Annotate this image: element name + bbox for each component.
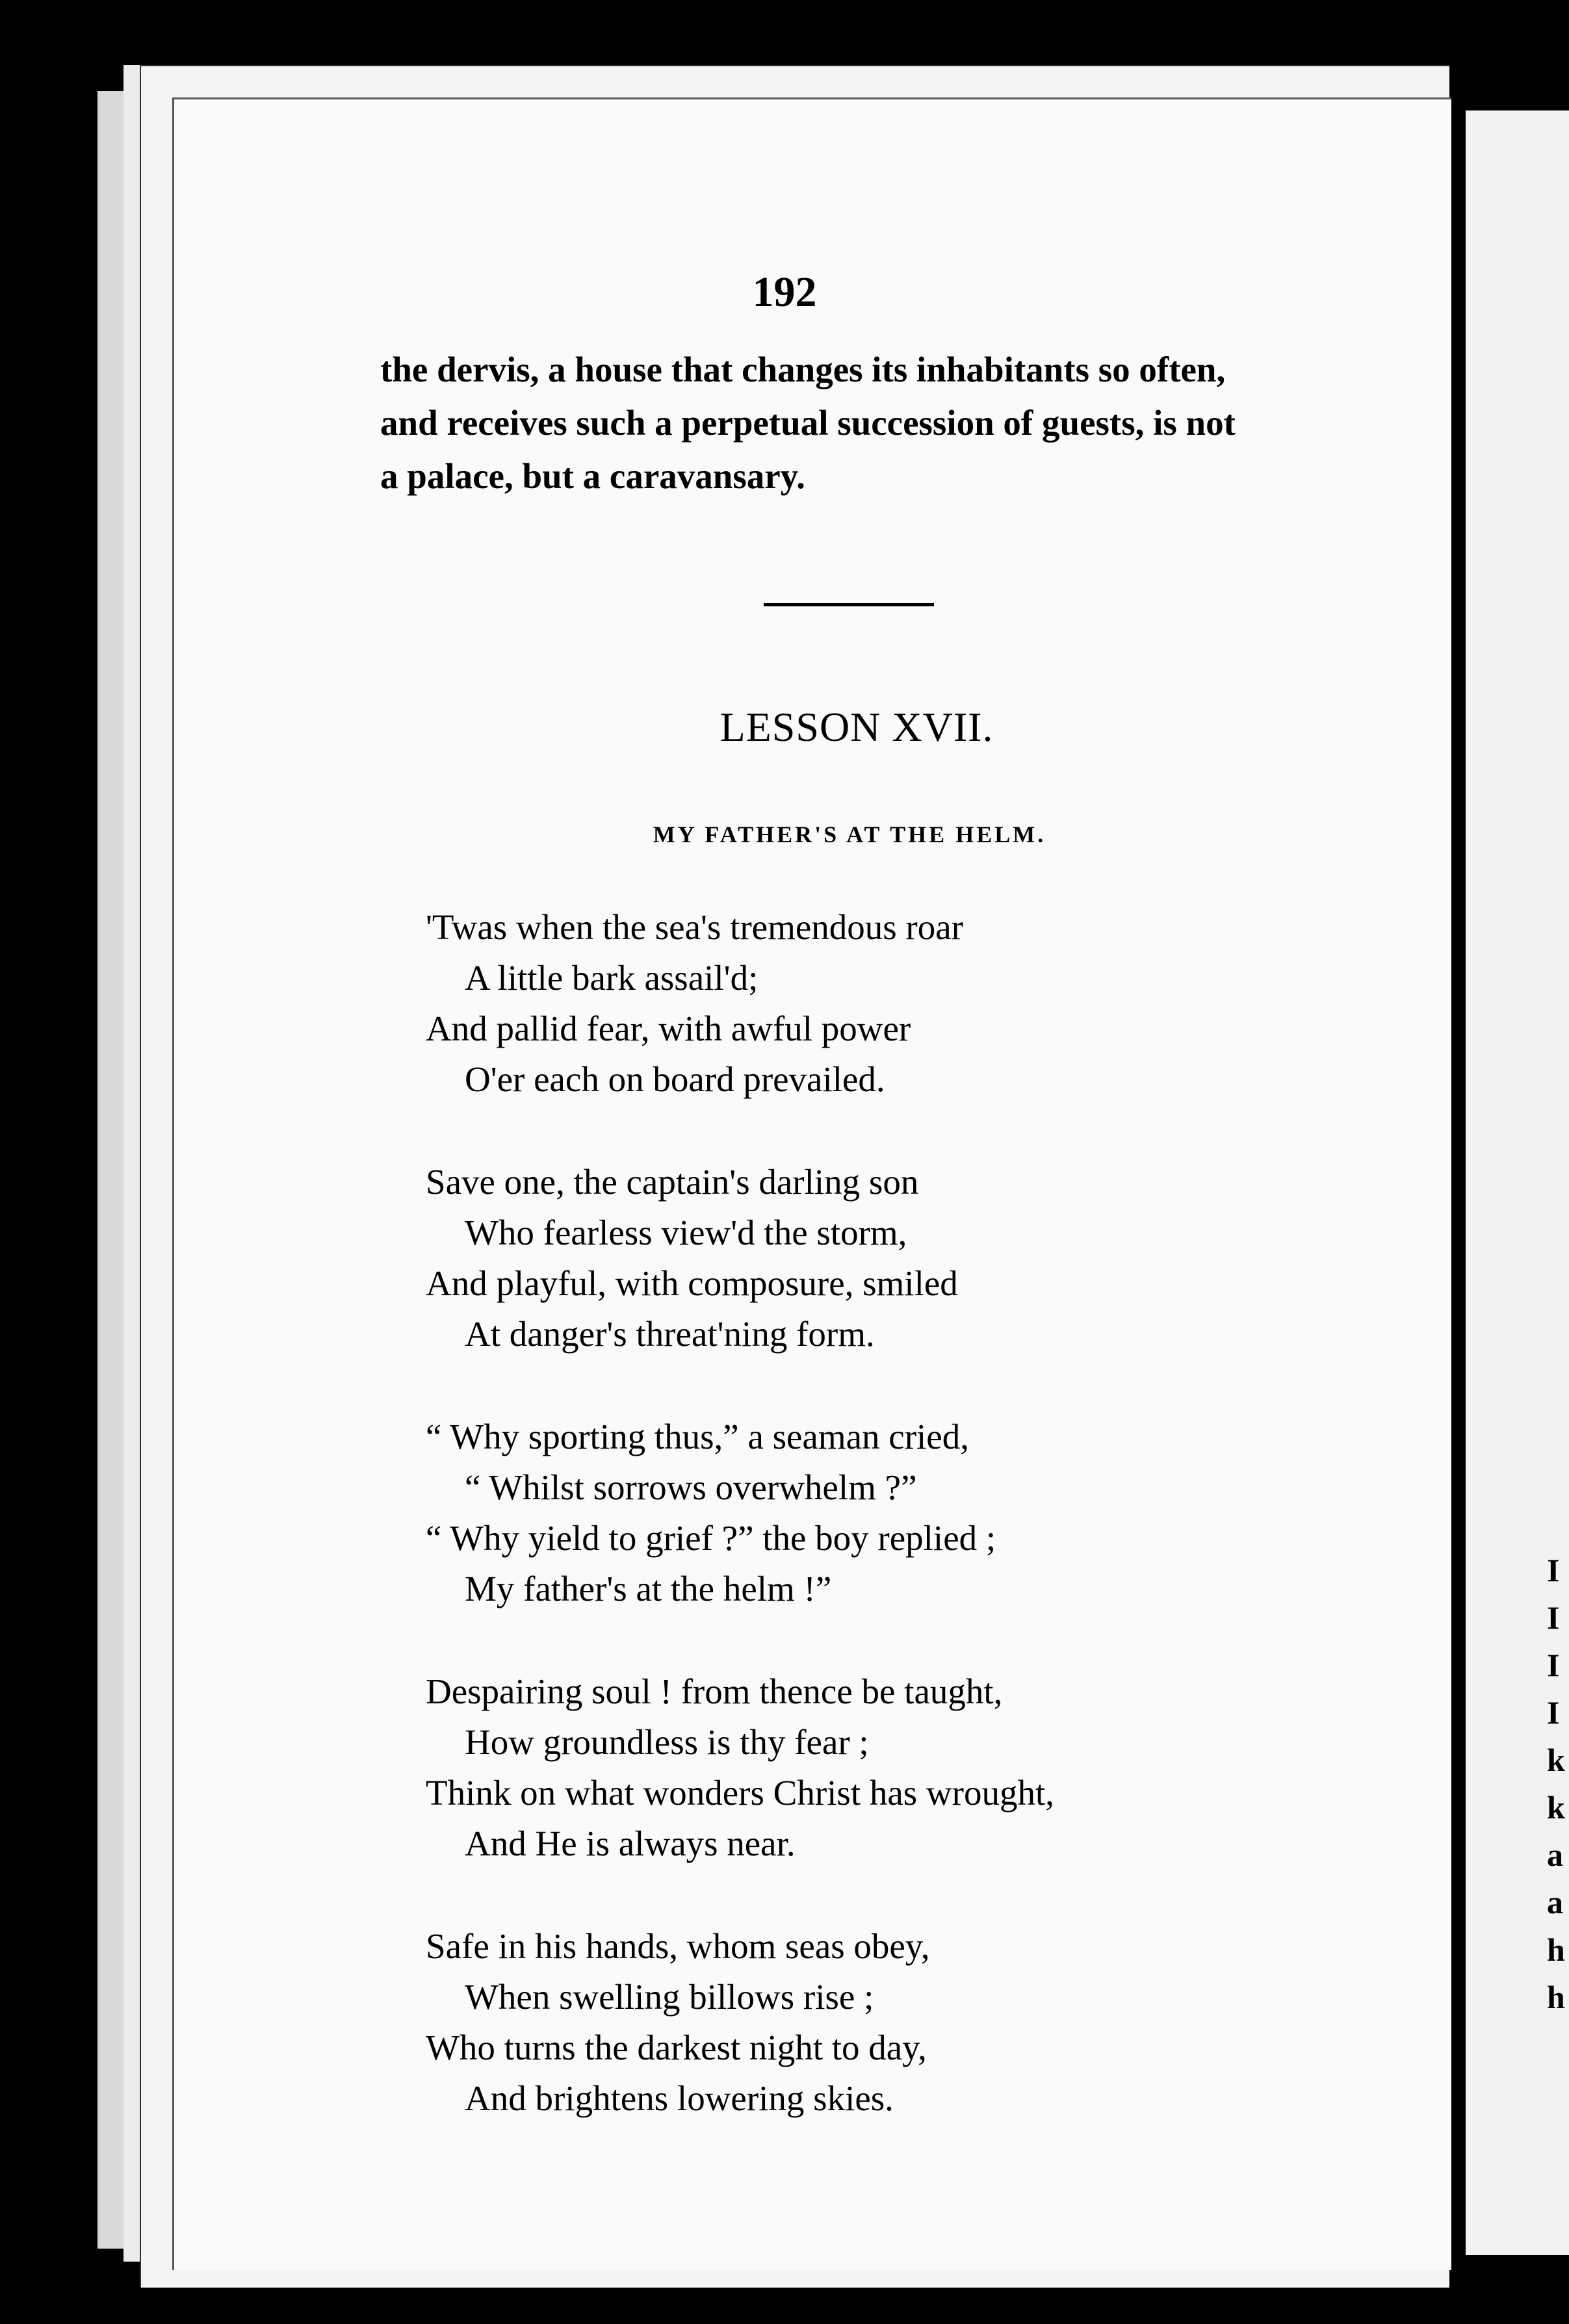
stanza — [426, 1412, 1271, 1614]
stanza — [426, 1157, 1271, 1360]
poem-line: Who fearless view'd the storm, — [465, 1213, 907, 1252]
adjacent-fragment: k — [1547, 1789, 1565, 1826]
page-number: 192 — [752, 268, 817, 316]
poem — [426, 902, 1271, 2176]
adjacent-fragment: I — [1547, 1552, 1560, 1588]
stanza — [426, 1666, 1271, 1869]
prose-line: a palace, but a caravansary. — [380, 456, 805, 496]
section-divider — [764, 603, 934, 606]
poem-line: Safe in his hands, whom seas obey, — [426, 1926, 930, 1966]
poem-line: When swelling billows rise ; — [465, 1977, 874, 2017]
adjacent-fragment: h — [1547, 1979, 1565, 2015]
poem-line: Who turns the darkest night to day, — [426, 2028, 927, 2067]
poem-line: Save one, the captain's darling son — [426, 1162, 919, 1202]
poem-line: My father's at the helm !” — [465, 1569, 832, 1608]
page-stack-edge — [123, 65, 140, 2262]
book-spine-edge — [97, 91, 123, 2249]
poem-line: A little bark assail'd; — [465, 958, 759, 998]
adjacent-fragment: I — [1547, 1647, 1560, 1683]
lesson-heading: LESSON XVII. — [720, 704, 994, 750]
adjacent-fragment: k — [1547, 1742, 1565, 1778]
poem-title: MY FATHER'S AT THE HELM. — [653, 821, 1046, 847]
stanza — [426, 1921, 1271, 2124]
poem-line: 'Twas when the sea's tremendous roar — [426, 907, 963, 947]
poem-line: How groundless is thy fear ; — [465, 1722, 869, 1762]
poem-line: “ Why yield to grief ?” the boy replied ; — [426, 1518, 996, 1558]
poem-line: Think on what wonders Christ has wrought, — [426, 1773, 1054, 1813]
adjacent-fragment: a — [1547, 1837, 1563, 1873]
adjacent-fragment: a — [1547, 1884, 1563, 1920]
poem-line: At danger's threat'ning form. — [465, 1314, 875, 1354]
adjacent-fragment: h — [1547, 1931, 1565, 1968]
poem-line: And He is always near. — [465, 1824, 796, 1863]
adjacent-page-text — [1547, 1547, 1569, 2021]
adjacent-fragment: I — [1547, 1694, 1560, 1731]
prose-line: and receives such a perpetual succession of guests, is not — [380, 403, 1236, 443]
poem-line: Despairing soul ! from thence be taught, — [426, 1672, 1003, 1711]
poem-line: O'er each on board prevailed. — [465, 1059, 885, 1099]
poem-line: “ Whilst sorrows overwhelm ?” — [465, 1467, 917, 1507]
poem-line: And pallid fear, with awful power — [426, 1009, 911, 1048]
prose-paragraph — [380, 343, 1336, 503]
poem-line: And playful, with composure, smiled — [426, 1263, 958, 1303]
poem-line: And brightens lowering skies. — [465, 2078, 894, 2118]
prose-line: the dervis, a house that changes its inhabitants so often, — [380, 350, 1226, 389]
poem-line: “ Why sporting thus,” a seaman cried, — [426, 1417, 969, 1456]
stanza — [426, 902, 1271, 1105]
adjacent-fragment: I — [1547, 1599, 1560, 1636]
